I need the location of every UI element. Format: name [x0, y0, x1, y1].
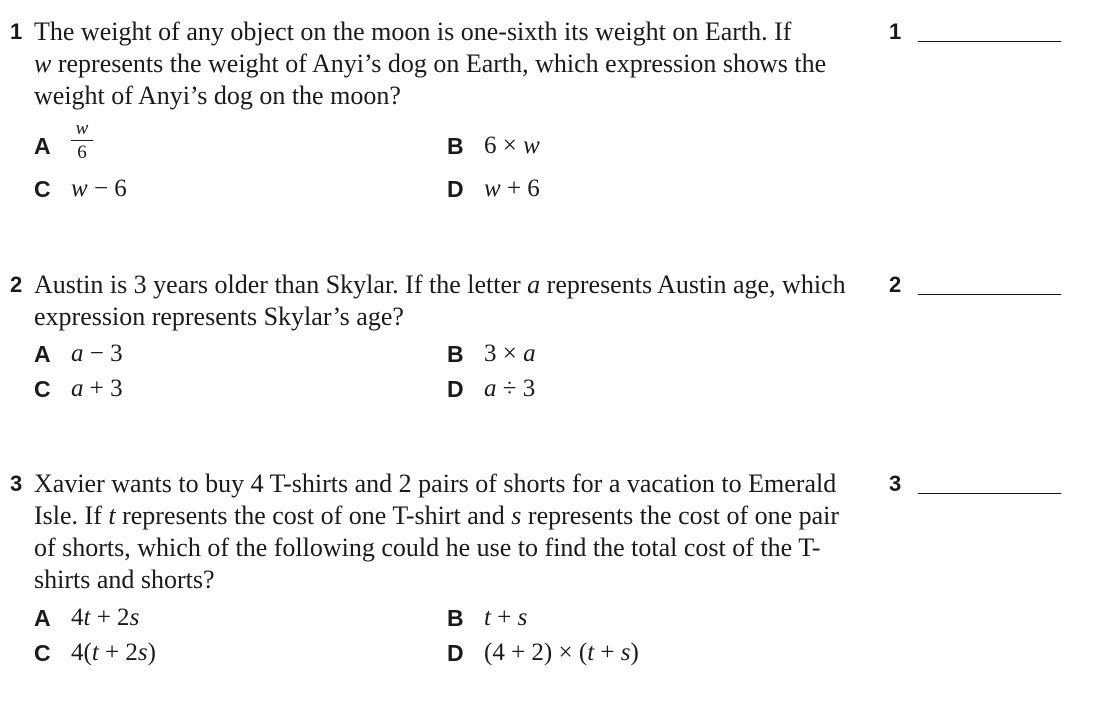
choice-letter: C [34, 176, 51, 202]
choice-expression [484, 129, 540, 163]
expr-part: 4 [71, 604, 84, 631]
expr-part: + [490, 604, 518, 631]
expr-variable: w [523, 132, 540, 159]
choice-letter: A [34, 341, 51, 367]
variable-a: a [527, 270, 541, 299]
question-text [34, 468, 854, 596]
text-segment: represents the weight of Anyi’s dog on Earth, which expression shows the weight of Anyi’s dog on the moon? [34, 49, 827, 110]
question-text [34, 269, 854, 333]
variable-s: s [511, 501, 522, 530]
expr-variable: a [523, 340, 536, 367]
choice-letter: B [447, 605, 464, 631]
choice-letter: B [447, 341, 464, 367]
answer-number: 3 [889, 471, 902, 496]
expr-part: + 3 [83, 375, 123, 402]
expr-variable: t [91, 639, 99, 666]
expr-variable: t [83, 604, 91, 631]
answer-blank[interactable] [918, 294, 1061, 295]
fraction-denominator: 6 [77, 142, 87, 163]
expr-part: + 6 [500, 175, 540, 202]
expr-variable: s [620, 639, 631, 666]
text-segment: represents Austin age, which expression represents Skylar’s age? [34, 270, 846, 331]
choice-expression [484, 172, 540, 206]
expr-variable: s [137, 639, 148, 666]
choice-expression [71, 372, 123, 406]
expr-variable: a [71, 375, 84, 402]
expr-part: + 2 [98, 639, 138, 666]
choice-letter: D [447, 176, 464, 202]
expr-part: − 3 [83, 340, 123, 367]
text-segment: The weight of any object on the moon is one-sixth its weight on Earth. If [34, 17, 792, 46]
expr-variable: a [484, 375, 497, 402]
choice-expression [484, 636, 639, 670]
text-segment: Xavier wants to buy 4 T-shirts and 2 pairs of shorts for a vacation to Emerald Isle. If [34, 469, 837, 530]
expr-variable: s [129, 604, 140, 631]
choice-letter: D [447, 640, 464, 666]
expr-variable: t [587, 639, 595, 666]
expr-part: − 6 [87, 175, 127, 202]
expr-variable: t [484, 604, 491, 631]
expr-variable: w [71, 175, 88, 202]
answer-blank[interactable] [918, 41, 1061, 42]
choice-expression [484, 601, 527, 635]
expr-part: (4 + 2) × ( [484, 639, 588, 666]
question-number: 3 [10, 471, 23, 496]
expr-variable: a [71, 340, 84, 367]
expr-part: + [594, 639, 621, 666]
fraction-bar [71, 140, 93, 141]
text-segment: Austin is 3 years older than Skylar. If the letter [34, 270, 528, 299]
text-segment: represents the cost of one pair of shorts, which of the following could he use to find the total cost of the T-shirts and shorts? [34, 501, 840, 594]
fraction-numerator: w [75, 118, 89, 139]
answer-number: 1 [889, 19, 902, 44]
fraction [71, 119, 93, 163]
expr-part: ) [147, 639, 156, 666]
choice-letter: A [34, 133, 51, 159]
text-segment: represents the cost of one T-shirt and [115, 501, 512, 530]
choice-expression [71, 601, 139, 635]
choice-expression [71, 636, 156, 670]
choice-letter: D [447, 376, 464, 402]
choice-expression [484, 372, 535, 406]
expr-part: 3 × [484, 340, 524, 367]
answer-number: 2 [889, 272, 902, 297]
question-number: 1 [10, 19, 23, 44]
question-text [34, 16, 854, 112]
choice-letter: A [34, 605, 51, 631]
choice-letter: B [447, 133, 464, 159]
expr-part: ) [630, 639, 639, 666]
expr-variable: w [484, 175, 501, 202]
answer-blank[interactable] [918, 493, 1061, 494]
expr-part: + 2 [90, 604, 130, 631]
expr-part: ÷ 3 [496, 375, 536, 402]
choice-expression [71, 337, 123, 371]
expr-part: 6 × [484, 132, 524, 159]
choice-expression [484, 337, 536, 371]
expr-part: 4( [71, 639, 92, 666]
expr-variable: s [517, 604, 528, 631]
variable-t: t [108, 501, 116, 530]
question-number: 2 [10, 272, 23, 297]
choice-expression [71, 172, 127, 206]
choice-letter: C [34, 640, 51, 666]
variable-w: w [34, 49, 52, 78]
choice-letter: C [34, 376, 51, 402]
